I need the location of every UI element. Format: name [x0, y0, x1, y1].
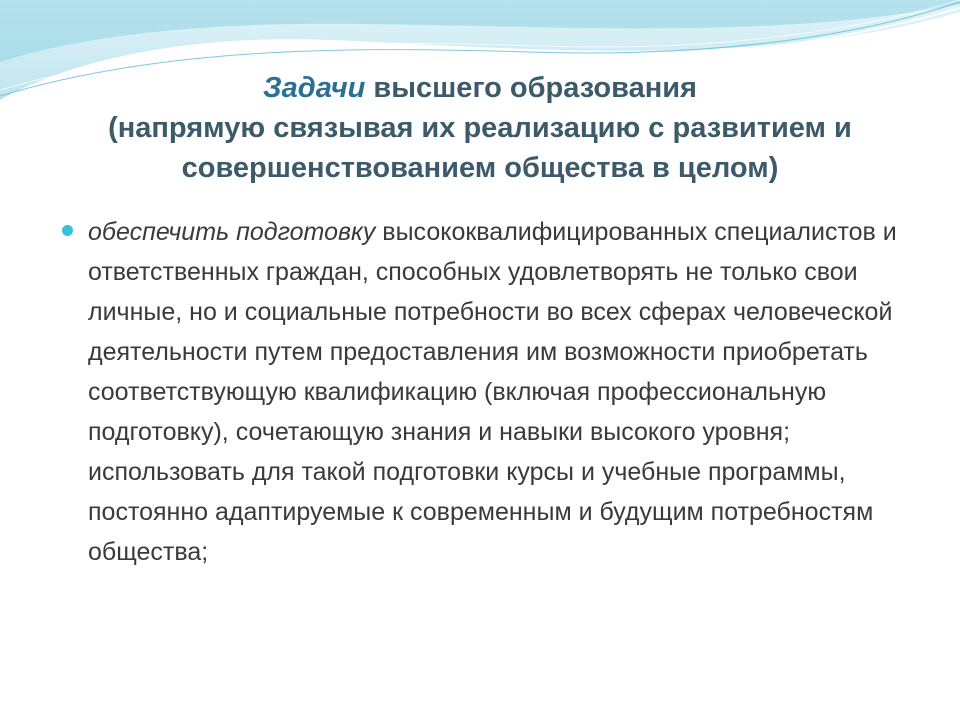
title-line-3: совершенствованием общества в целом)	[181, 152, 779, 184]
title-line-1	[0, 68, 960, 108]
bullet-list	[60, 212, 920, 572]
bullet-dot-icon	[62, 225, 73, 236]
bullet-text: высококвалифицированных специалистов и ответственных граждан, способных удовлетворять не только свои личные, но и социальные потребности во всех сферах человеческой деятельности путем предоставления им возможности приобретать соответствующую квалификацию (включая профессиональную подготовку), сочетающую знания и навыки высокого уровня; использовать для такой подготовки курсы и учебные программы, постоянно адаптируемые к современным и будущим потребностям общества;	[88, 218, 897, 566]
title-line-2: (напрямую связывая их реализацию с развитием и	[108, 112, 852, 144]
slide-title	[0, 68, 960, 188]
title-accent: Задачи	[263, 72, 366, 104]
title-rest: высшего образования	[365, 72, 697, 104]
bullet-lead: обеспечить подготовку	[88, 218, 376, 246]
bullet-item	[88, 212, 920, 572]
